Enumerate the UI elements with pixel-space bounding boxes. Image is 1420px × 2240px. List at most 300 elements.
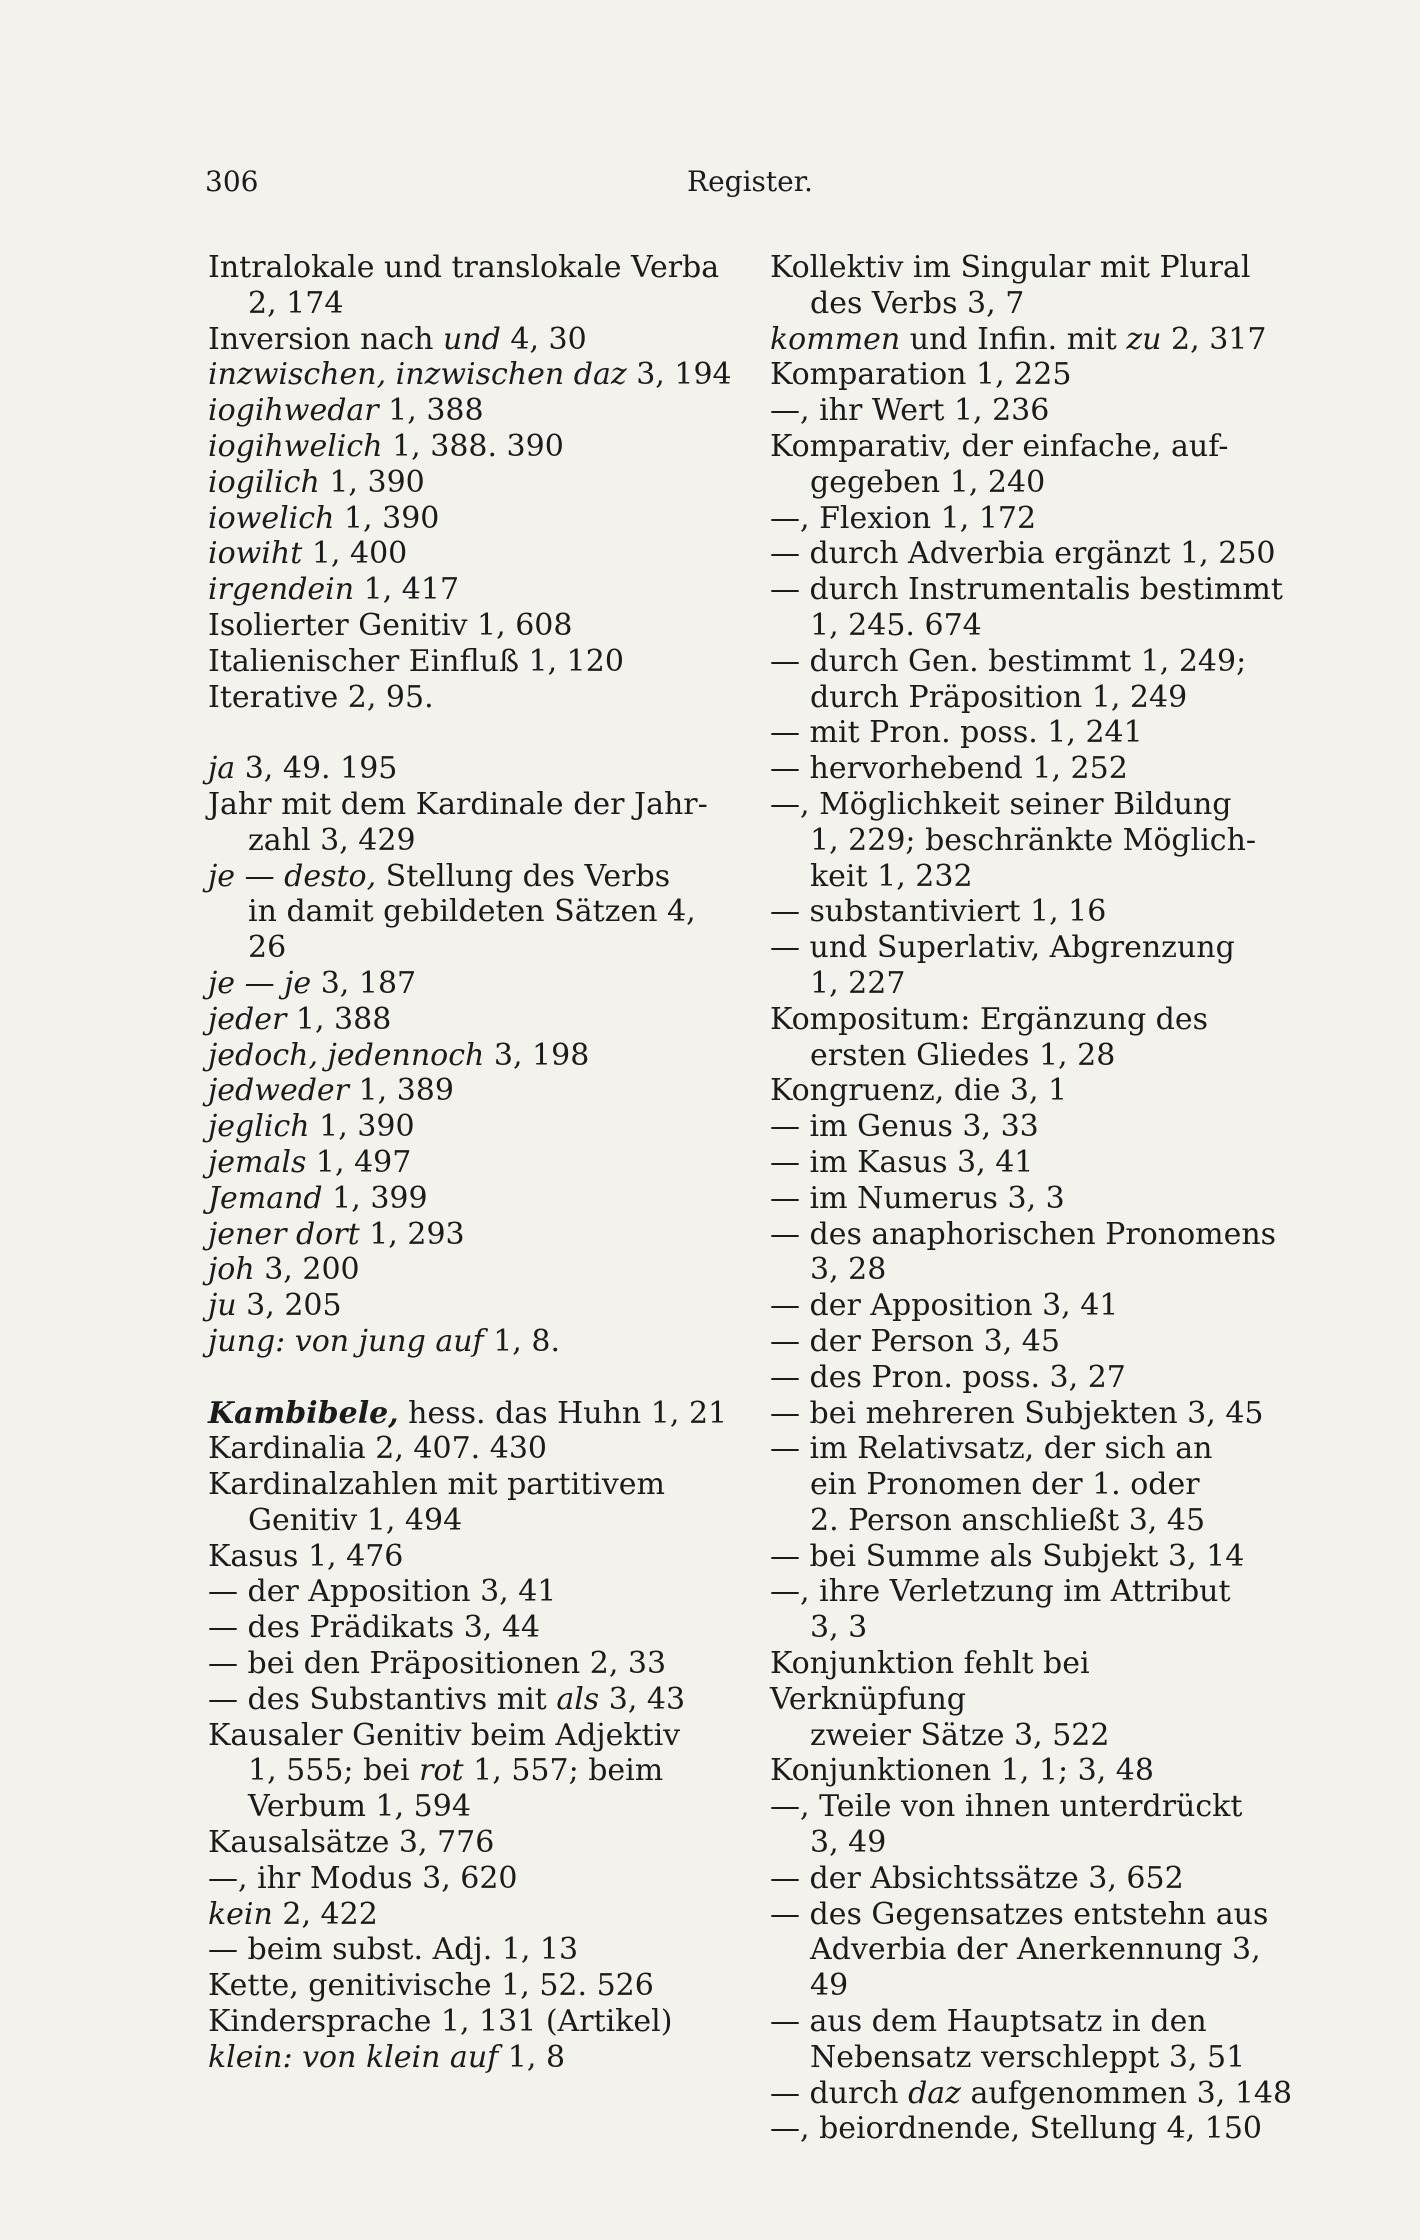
entry-text: — durch Adverbia ergänzt 1, 250 (770, 536, 1276, 572)
entry-continuation (770, 465, 1295, 501)
entry-text: — im Genus 3, 33 (770, 1109, 1039, 1145)
entry-headword: irgendein (208, 572, 355, 608)
index-entry (770, 250, 1295, 322)
entry-headword: Kambibele, (208, 1395, 399, 1431)
entry-line (770, 1288, 1295, 1324)
entry-reference: 1, 557; beim (463, 1753, 664, 1789)
entry-text: 3, 49 (810, 1825, 887, 1861)
entry-reference: und Infin. mit (900, 321, 1127, 357)
entry-text: Komparativ, der einfache, auf- (770, 428, 1229, 464)
entry-line (208, 1038, 733, 1074)
index-entry (208, 572, 733, 608)
index-entry (208, 429, 733, 465)
entry-line (208, 680, 733, 716)
entry-continuation (770, 1718, 1295, 1754)
letter-section-gap (208, 715, 733, 751)
entry-text: Kollektiv im Singular mit Plural (770, 250, 1251, 285)
entry-continuation (208, 1753, 733, 1789)
entry-headword: iogilich (208, 464, 320, 500)
entry-continuation (208, 823, 733, 859)
index-entry (208, 1181, 733, 1217)
entry-line (208, 322, 733, 358)
entry-text: ersten Gliedes 1, 28 (810, 1037, 1116, 1073)
entry-line (770, 1861, 1295, 1897)
entry-line (208, 357, 733, 393)
entry-continuation (770, 1038, 1295, 1074)
entry-reference: 1, 388. 390 (382, 428, 564, 464)
entry-line (208, 1073, 733, 1109)
index-entry (770, 1145, 1295, 1181)
entry-continuation (770, 1825, 1295, 1861)
entry-headword: kommen (770, 321, 901, 357)
entry-text: durch Präposition 1, 249 (810, 679, 1188, 715)
entry-text: — der Person 3, 45 (770, 1323, 1060, 1359)
entry-line (770, 1897, 1295, 1933)
entry-reference: 3, 194 (626, 357, 732, 393)
entry-text: —, ihr Wert 1, 236 (770, 393, 1050, 429)
entry-text: — hervorhebend 1, 252 (770, 751, 1128, 787)
entry-continuation (770, 823, 1295, 859)
entry-line (770, 1145, 1295, 1181)
entry-text: — des Gegensatzes entstehn aus (770, 1896, 1269, 1932)
entry-text: Kongruenz, die 3, 1 (770, 1073, 1068, 1109)
index-entry (770, 1181, 1295, 1217)
entry-reference: aufgenommen 3, 148 (960, 2075, 1293, 2111)
entry-continuation (208, 1503, 733, 1539)
entry-headword: iowiht (208, 536, 303, 572)
entry-line (208, 501, 733, 537)
entry-line (208, 536, 733, 572)
entry-line (208, 393, 733, 429)
index-entry (208, 1288, 733, 1324)
index-entry (208, 1646, 733, 1682)
index-entry (208, 1396, 733, 1432)
entry-reference: Stellung des Verbs (376, 858, 671, 894)
index-entry (770, 1217, 1295, 1289)
entry-line (208, 1932, 733, 1968)
entry-line (208, 1002, 733, 1038)
entry-headword: iogihwedar (208, 393, 379, 429)
entry-headword: jemals (208, 1144, 307, 1180)
entry-line (208, 1467, 733, 1503)
index-entry (208, 1252, 733, 1288)
entry-line (770, 751, 1295, 787)
entry-text: —, Teile von ihnen unterdrückt (770, 1789, 1243, 1825)
entry-line (770, 1324, 1295, 1360)
index-entry (770, 1897, 1295, 2004)
entry-continuation (208, 286, 733, 322)
entry-text: Kasus 1, 476 (208, 1538, 404, 1574)
entry-headword: kein (208, 1896, 273, 1932)
entry-text: —, ihr Modus 3, 620 (208, 1860, 518, 1896)
index-entry (208, 966, 733, 1002)
index-entry (770, 1789, 1295, 1861)
entry-line (208, 751, 733, 787)
index-entry (208, 1968, 733, 2004)
entry-headword: iogihwelich (208, 428, 383, 464)
entry-continuation (770, 680, 1295, 716)
running-title: Register. (687, 165, 813, 198)
entry-line (770, 393, 1295, 429)
entry-reference: 3, 49. 195 (235, 751, 398, 787)
index-entry (770, 1002, 1295, 1074)
index-entry (770, 930, 1295, 1002)
entry-text: ein Pronomen der 1. oder (810, 1467, 1200, 1503)
entry-line (208, 2004, 733, 2040)
entry-line (208, 1109, 733, 1145)
entry-continuation (770, 1252, 1295, 1288)
entry-line (770, 2111, 1295, 2147)
entry-text: Isolierter Genitiv 1, 608 (208, 607, 573, 643)
entry-text: —, Möglichkeit seiner Bildung (770, 786, 1232, 822)
entry-text: — bei Summe als Subjekt 3, 14 (770, 1538, 1245, 1574)
entry-reference: 3, 200 (254, 1252, 360, 1288)
index-entry (208, 357, 733, 393)
index-entry (208, 501, 733, 537)
entry-line (208, 1861, 733, 1897)
entry-continuation (770, 2040, 1295, 2076)
entry-text: 3, 28 (810, 1252, 887, 1288)
index-entry (208, 1145, 733, 1181)
entry-continuation (208, 894, 733, 966)
entry-continuation (770, 859, 1295, 895)
index-entry (770, 1646, 1295, 1753)
index-entry (208, 644, 733, 680)
entry-headword: als (556, 1681, 600, 1717)
entry-text: — bei mehreren Subjekten 3, 45 (770, 1395, 1264, 1431)
index-entry (208, 393, 733, 429)
entry-text: Nebensatz verschleppt 3, 51 (810, 2039, 1246, 2075)
index-column-left (208, 250, 733, 2076)
entry-reference: 1, 389 (349, 1073, 454, 1109)
index-entry (770, 2076, 1295, 2112)
entry-line (770, 1217, 1295, 1253)
index-entry (208, 608, 733, 644)
index-entry (770, 322, 1295, 358)
entry-line (208, 1646, 733, 1682)
entry-continuation (770, 286, 1295, 322)
entry-line (208, 1181, 733, 1217)
entry-line (770, 1539, 1295, 1575)
entry-line (208, 1825, 733, 1861)
entry-line (208, 1718, 733, 1754)
entry-text: — bei den Präpositionen 2, 33 (208, 1646, 667, 1682)
entry-text: Konjunktionen 1, 1; 3, 48 (770, 1753, 1154, 1789)
entry-line (208, 572, 733, 608)
entry-text: Kette, genitivische 1, 52. 526 (208, 1968, 654, 2004)
index-entry (208, 465, 733, 501)
entry-text: Kardinalia 2, 407. 430 (208, 1431, 548, 1467)
entry-line (770, 2076, 1295, 2112)
entry-headword: klein: von klein auf (208, 2039, 499, 2075)
entry-text: Kardinalzahlen mit partitivem (208, 1467, 665, 1503)
entry-line (770, 1789, 1295, 1825)
entry-line (208, 1252, 733, 1288)
index-entry (770, 1360, 1295, 1396)
index-entry (770, 1539, 1295, 1575)
index-entry (770, 357, 1295, 393)
entry-text: 2, 174 (248, 285, 344, 321)
entry-line (208, 1396, 733, 1432)
entry-line (208, 1682, 733, 1718)
entry-headword: und (443, 321, 501, 357)
entry-text: — durch Gen. bestimmt 1, 249; (770, 643, 1247, 679)
entry-headword: rot (419, 1753, 464, 1789)
entry-text: — beim subst. Adj. 1, 13 (208, 1932, 579, 1968)
entry-reference: hess. das Huhn 1, 21 (398, 1395, 728, 1431)
entry-line (770, 1753, 1295, 1789)
entry-line (770, 322, 1295, 358)
index-entry (208, 322, 733, 358)
entry-reference: 1, 497 (306, 1144, 412, 1180)
index-entry (770, 393, 1295, 429)
entry-continuation (770, 1467, 1295, 1503)
entry-line (208, 1288, 733, 1324)
entry-reference: 1, 388 (378, 393, 484, 429)
entry-line (208, 465, 733, 501)
entry-text: — der Apposition 3, 41 (770, 1288, 1119, 1324)
index-entry (770, 1574, 1295, 1646)
index-entry (770, 429, 1295, 501)
entry-line (770, 357, 1295, 393)
index-entry (208, 536, 733, 572)
entry-text: — des Prädikats 3, 44 (208, 1610, 541, 1646)
entry-line (208, 644, 733, 680)
entry-headword: jeglich (208, 1109, 310, 1145)
entry-text: — der Apposition 3, 41 (208, 1574, 557, 1610)
entry-continuation (770, 966, 1295, 1002)
entry-continuation (770, 608, 1295, 644)
entry-reference: 1, 417 (354, 572, 460, 608)
entry-reference: 1, 399 (322, 1180, 428, 1216)
entry-text: 2. Person anschließt 3, 45 (810, 1502, 1206, 1538)
entry-headword: joh (208, 1252, 255, 1288)
entry-line (208, 787, 733, 823)
entry-text: — des Pron. poss. 3, 27 (770, 1359, 1126, 1395)
entry-line (770, 2004, 1295, 2040)
index-entry (208, 1109, 733, 1145)
entry-continuation (770, 1932, 1295, 2004)
entry-text: zahl 3, 429 (248, 822, 416, 858)
entry-continuation (770, 1503, 1295, 1539)
entry-text: — und Superlativ, Abgrenzung (770, 930, 1235, 966)
index-entry (208, 859, 733, 966)
index-entry (208, 1002, 733, 1038)
entry-reference: 1, 388 (286, 1001, 392, 1037)
entry-headword: jung: von jung auf (208, 1323, 484, 1359)
entry-line (208, 1897, 733, 1933)
entry-reference: 3, 198 (484, 1037, 590, 1073)
entry-reference: 1, 390 (309, 1109, 415, 1145)
index-entry (208, 1073, 733, 1109)
entry-text: 1, 229; beschränkte Möglich- (810, 822, 1257, 858)
index-entry (208, 1217, 733, 1253)
entry-line (770, 1181, 1295, 1217)
index-entry (208, 1467, 733, 1539)
entry-line (770, 572, 1295, 608)
entry-text: Verbum 1, 594 (248, 1789, 471, 1825)
entry-text: —, ihre Verletzung im Attribut (770, 1574, 1231, 1610)
entry-headword: ja (208, 751, 236, 787)
entry-reference: 2, 317 (1161, 321, 1267, 357)
entry-text: 1, 555; bei (248, 1753, 420, 1789)
entry-text: — mit Pron. poss. 1, 241 (770, 715, 1143, 751)
index-entry (208, 2004, 733, 2040)
entry-headword: jedoch, jedennoch (208, 1037, 485, 1073)
entry-text: — substantiviert 1, 16 (770, 894, 1107, 930)
index-entry (770, 1861, 1295, 1897)
index-entry (208, 1718, 733, 1825)
entry-line (770, 1396, 1295, 1432)
index-entry (770, 1073, 1295, 1109)
entry-line (208, 1539, 733, 1575)
entry-text: gegeben 1, 240 (810, 464, 1046, 500)
entry-line (208, 1574, 733, 1610)
index-entry (208, 250, 733, 322)
entry-line (208, 1968, 733, 2004)
entry-headword: inzwischen, inzwischen daz (208, 357, 627, 393)
entry-text: Kausaler Genitiv beim Adjektiv (208, 1717, 681, 1753)
index-entry (770, 572, 1295, 644)
entry-text: zweier Sätze 3, 522 (810, 1717, 1110, 1753)
entry-reference: 2, 422 (272, 1896, 378, 1932)
index-entry (770, 1324, 1295, 1360)
index-entry (770, 536, 1295, 572)
entry-text: Konjunktion fehlt bei Verknüpfung (770, 1646, 1090, 1717)
entry-line (208, 250, 733, 286)
entry-reference: 1, 293 (359, 1216, 465, 1252)
entry-reference: 3, 187 (311, 965, 417, 1001)
index-entry (770, 1109, 1295, 1145)
entry-text: — im Kasus 3, 41 (770, 1144, 1034, 1180)
index-entry (208, 1861, 733, 1897)
index-entry (208, 1932, 733, 1968)
entry-line (770, 1360, 1295, 1396)
index-entry (208, 1324, 733, 1360)
entry-text: Jahr mit dem Kardinale der Jahr- (208, 786, 708, 822)
entry-reference: 1, 390 (334, 500, 440, 536)
entry-line (208, 1217, 733, 1253)
entry-text: — im Relativsatz, der sich an (770, 1431, 1213, 1467)
entry-headword: iowelich (208, 500, 335, 536)
index-entry (770, 751, 1295, 787)
entry-text: — im Numerus 3, 3 (770, 1180, 1065, 1216)
entry-continuation (770, 1610, 1295, 1646)
entry-line (208, 1145, 733, 1181)
entry-line (770, 250, 1295, 286)
index-entry (208, 1038, 733, 1074)
entry-text: Genitiv 1, 494 (248, 1502, 463, 1538)
entry-reference: 1, 8 (498, 2039, 566, 2075)
index-entry (770, 715, 1295, 751)
index-entry (770, 1753, 1295, 1789)
index-entry (208, 751, 733, 787)
entry-text: Intralokale und translokale Verba (208, 250, 720, 285)
entry-continuation (208, 1789, 733, 1825)
index-entry (208, 1539, 733, 1575)
entry-line (770, 930, 1295, 966)
index-entry (770, 644, 1295, 716)
entry-line (770, 1002, 1295, 1038)
entry-text: des Verbs 3, 7 (810, 285, 1025, 321)
index-entry (208, 1574, 733, 1610)
entry-line (770, 429, 1295, 465)
entry-text: —, beiordnende, Stellung 4, 150 (770, 2111, 1263, 2147)
entry-line (208, 1610, 733, 1646)
entry-headword: jener dort (208, 1216, 360, 1252)
entry-text: Kompositum: Ergänzung des (770, 1001, 1209, 1037)
entry-text: — durch (770, 2075, 909, 2111)
entry-headword: jedweder (208, 1073, 349, 1109)
index-entry (770, 2111, 1295, 2147)
entry-text: 1, 245. 674 (810, 607, 982, 643)
entry-headword: je — desto, (208, 858, 377, 894)
entry-headword: zu (1126, 321, 1162, 357)
entry-text: keit 1, 232 (810, 858, 973, 894)
entry-line (770, 536, 1295, 572)
index-entry (208, 1825, 733, 1861)
entry-headword: Jemand (208, 1180, 323, 1216)
index-entry (208, 787, 733, 859)
entry-text: —, Flexion 1, 172 (770, 500, 1037, 536)
entry-text: — durch Instrumentalis bestimmt (770, 572, 1283, 608)
index-entry (208, 2040, 733, 2076)
entry-line (770, 1574, 1295, 1610)
entry-line (770, 501, 1295, 537)
index-entry (770, 1288, 1295, 1324)
index-entry (208, 1431, 733, 1467)
index-entry (770, 1396, 1295, 1432)
entry-line (208, 966, 733, 1002)
index-entry (208, 1610, 733, 1646)
entry-text: — des anaphorischen Pronomens (770, 1216, 1277, 1252)
entry-text: Inversion nach (208, 321, 443, 357)
entry-text: Iterative 2, 95. (208, 679, 434, 715)
entry-reference: 1, 390 (319, 464, 425, 500)
index-entry (208, 680, 733, 716)
entry-headword: je — je (208, 965, 312, 1001)
entry-text: Komparation 1, 225 (770, 357, 1072, 393)
entry-line (208, 2040, 733, 2076)
index-entry (208, 1682, 733, 1718)
entry-line (208, 859, 733, 895)
page-number: 306 (205, 165, 259, 198)
index-entry (770, 787, 1295, 894)
entry-line (770, 787, 1295, 823)
index-column-right (770, 250, 1295, 2147)
entry-text: 1, 227 (810, 965, 906, 1001)
entry-text: Adverbia der Anerkennung 3, 49 (810, 1932, 1261, 2004)
entry-reference: 4, 30 (500, 321, 587, 357)
entry-line (208, 608, 733, 644)
entry-text: 3, 3 (810, 1610, 868, 1646)
entry-line (770, 1073, 1295, 1109)
entry-line (770, 1431, 1295, 1467)
entry-line (770, 644, 1295, 680)
entry-line (208, 1324, 733, 1360)
entry-text: Kindersprache 1, 131 (Artikel) (208, 2004, 673, 2040)
entry-line (770, 715, 1295, 751)
index-entry (770, 2004, 1295, 2076)
index-entry (770, 894, 1295, 930)
index-entry (770, 1431, 1295, 1538)
entry-line (770, 1646, 1295, 1718)
entry-reference: 3, 43 (599, 1681, 686, 1717)
index-entry (208, 1897, 733, 1933)
entry-headword: ju (208, 1288, 237, 1324)
letter-section-gap (208, 1360, 733, 1396)
entry-line (208, 1431, 733, 1467)
